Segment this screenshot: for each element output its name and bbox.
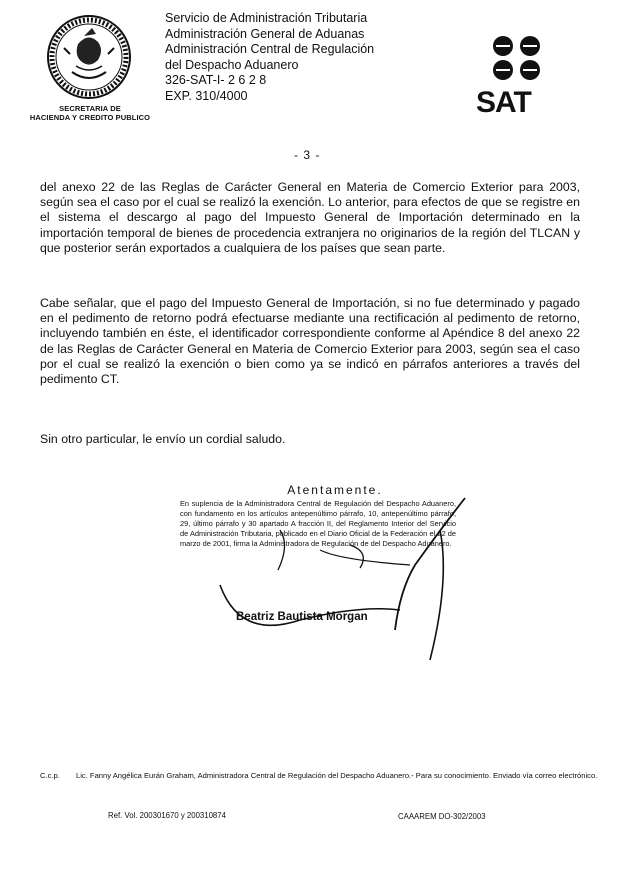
seal-caption: SECRETARIA DE HACIENDA Y CREDITO PUBLICO — [29, 104, 151, 122]
caaarem-reference: CAAAREM DO-302/2003 — [398, 812, 486, 821]
header-line: del Despacho Aduanero — [165, 57, 299, 72]
header-line: Administración Central de Regulación — [165, 42, 375, 56]
ccp-label: C.c.p. — [40, 771, 60, 780]
suplencia-text: En suplencia de la Administradora Central de Regulación del Despacho Aduanero, con fundamento en los artículos antepenúltimo párrafo, 10, antepenúltimo párrafo, 29, último párrafo y 30 apartado A fracción II, del Reglamento Interior del Servicio de Administración Tributaria, publicado en el Diario Oficial de la Federación el 22 de marzo de 2001, firma la Administradora de Regulación de del Despacho Aduanero. — [180, 499, 456, 548]
sat-logo-text: SAT — [476, 86, 531, 119]
handwritten-signature — [200, 490, 490, 660]
paragraph: del anexo 22 de las Reglas de Carácter General en Materia de Comercio Exterior para 2003, según sea el caso por el cual se realizó la exención. Lo anterior, para efectos de que se registre en el sistema el descargo al pago del Impuesto General de Importación determinado en la importación temporal de bienes de procedencia extranjera no originarios de la región del TLCAN y que posterior serán exportados a cualquiera de los países que sean parte. — [40, 180, 580, 255]
paragraph: Cabe señalar, que el pago del Impuesto General de Importación, si no fue determinado y pagado en el pedimento de retorno podrá efectuarse mediante una rectificación al pedimento de retorno, incluyendo también en éste, el identificador correspondiente conforme al Apéndice 8 del anexo 22 de las Reglas de Carácter General en Materia de Comercio Exterior para 2003, según sea el caso por el cual se realizó la exención o bien como ya se indicó en párrafos anteriores a través del pedimento CT. — [40, 296, 580, 387]
sat-logo — [476, 34, 562, 119]
header-line: Servicio de Administración Tributaria — [165, 11, 368, 25]
mexico-seal-icon — [40, 14, 138, 100]
office-number: 326-SAT-I- 2 6 2 8 — [165, 73, 267, 87]
atentamente-label: Atentamente. — [287, 483, 383, 497]
letterhead — [165, 11, 374, 104]
header-line: Administración General de Aduanas — [165, 26, 365, 41]
page-number: - 3 - — [294, 148, 321, 162]
reference-volumes: Ref. Vol. 200301670 y 200310874 — [108, 811, 226, 820]
closing-line: Sin otro particular, le envío un cordial saludo. — [40, 432, 286, 446]
ccp-text: Lic. Fanny Angélica Eurán Graham, Administradora Central de Regulación del Despacho Aduanero.- Para su conocimiento. Enviado vía correo electrónico. — [76, 771, 598, 780]
signer-name: Beatriz Bautista Morgan — [236, 611, 368, 623]
expedient-number: EXP. 310/4000 — [165, 88, 248, 103]
